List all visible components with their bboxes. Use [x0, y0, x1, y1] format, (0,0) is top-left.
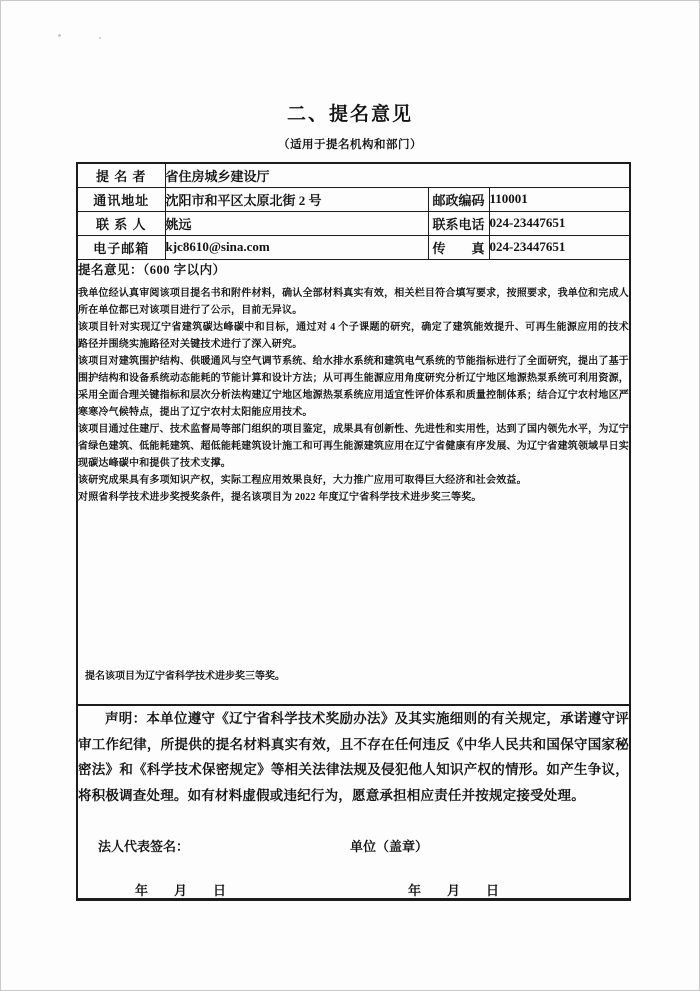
page-title: 二、提名意见: [286, 104, 413, 125]
nomination-form-table: [76, 162, 631, 901]
page-subtitle: （适用于提名机构和部门）: [278, 139, 422, 151]
phone-value: 024-23447651: [489, 211, 630, 235]
fax-value: 024-23447651: [489, 235, 630, 259]
address-value: 沈阳市和平区太原北街 2 号: [165, 187, 428, 211]
declaration-cell: [77, 705, 630, 899]
table-row-address: [77, 187, 630, 211]
scan-speck: [99, 37, 101, 39]
signature-row: [78, 836, 629, 856]
opinion-paragraph: 该项目对建筑围护结构、供暖通风与空气调节系统、给水排水系统和建筑电气系统的节能指标进行了全面研究，提出了基于围护结构和设备系统动态能耗的节能计算和设计方法；从可再生能源应用角度研究分析辽宁地区地源热泵系统可利用资源，采用全面合理关键指标和层次分析法构建辽宁地区地源热泵系统应用适宜性评价体系和质量控制体系；结合辽宁农村地区严寒寒冷气候特点，提出了辽宁农村太阳能应用技术。: [78, 355, 629, 418]
table-row-opinion: [77, 259, 630, 705]
opinion-body: [78, 285, 629, 506]
table-row-contact: [77, 211, 630, 235]
contact-value: 姚远: [165, 211, 428, 235]
nominator-value: 省住房城乡建设厅: [165, 163, 630, 187]
table-row-declaration: [77, 705, 630, 899]
postcode-value: 110001: [489, 187, 630, 211]
declaration-text: 声明：本单位遵守《辽宁省科学技术奖励办法》及其实施细则的有关规定，承诺遵守评审工作纪律，所提供的提名材料真实有效，且不存在任何违反《中华人民共和国保守国家秘密法》和《科学技术保密规定》等相关法律法规及侵犯他人知识产权的情形。如产生争议，将积极调查处理。如有材料虚假或违纪行为，愿意承担相应责任并按规定接受处理。: [78, 711, 629, 803]
nominator-label: 提 名 者: [77, 163, 165, 187]
date-left: 年 月 日: [135, 883, 227, 898]
signature-label: 法人代表签名：: [98, 839, 190, 854]
table-row-email: [77, 235, 630, 259]
email-value: kjc8610@sina.com: [165, 235, 428, 259]
opinion-paragraph: 该项目针对实现辽宁省建筑碳达峰碳中和目标，通过对 4 个子课题的研究，确定了建筑能效提升、可再生能源应用的技术路径并围绕实施路径对关键技术进行了深入研究。: [78, 321, 629, 350]
opinion-paragraph: 对照省科学技术进步奖授奖条件，提名该项目为 2022 年度辽宁省科学技术进步奖三等奖。: [78, 491, 482, 503]
postcode-label: 邮政编码: [428, 187, 489, 211]
opinion-cell: [77, 259, 630, 705]
opinion-paragraph: 该项目通过住建厅、技术监督局等部门组织的项目鉴定，成果具有创新性、先进性和实用性，达到了国内领先水平，为辽宁省绿色建筑、低能耗建筑、超低能耗建筑设计施工和可再生能源建筑应用在辽宁省健康有序发展、为辽宁省建筑领域早日实现碳达峰碳中和提供了技术支撑。: [78, 423, 629, 469]
phone-label: 联系电话: [428, 211, 489, 235]
scan-speck: [58, 34, 61, 37]
opinion-paragraph: 我单位经认真审阅该项目提名书和附件材料，确认全部材料真实有效，相关栏目符合填写要求，按照要求，我单位和完成人所在单位都已对该项目进行了公示，目前无异议。: [78, 287, 629, 316]
fax-label: 传 真: [428, 235, 489, 259]
opinion-closing: 提名该项目为辽宁省科学技术进步奖三等奖。: [85, 671, 285, 682]
table-row-nominator: [77, 163, 630, 187]
address-label: 通讯地址: [77, 187, 165, 211]
email-label: 电子邮箱: [77, 235, 165, 259]
opinion-paragraph: 该研究成果具有多项知识产权，实际工程应用效果良好，大力推广应用可取得巨大经济和社会效益。: [78, 474, 527, 486]
date-row: [78, 880, 629, 900]
contact-label: 联 系 人: [77, 211, 165, 235]
opinion-heading: 提名意见：（600 字以内）: [78, 262, 226, 277]
seal-label: 单位（盖章）: [350, 839, 429, 854]
date-right: 年 月 日: [408, 883, 500, 898]
